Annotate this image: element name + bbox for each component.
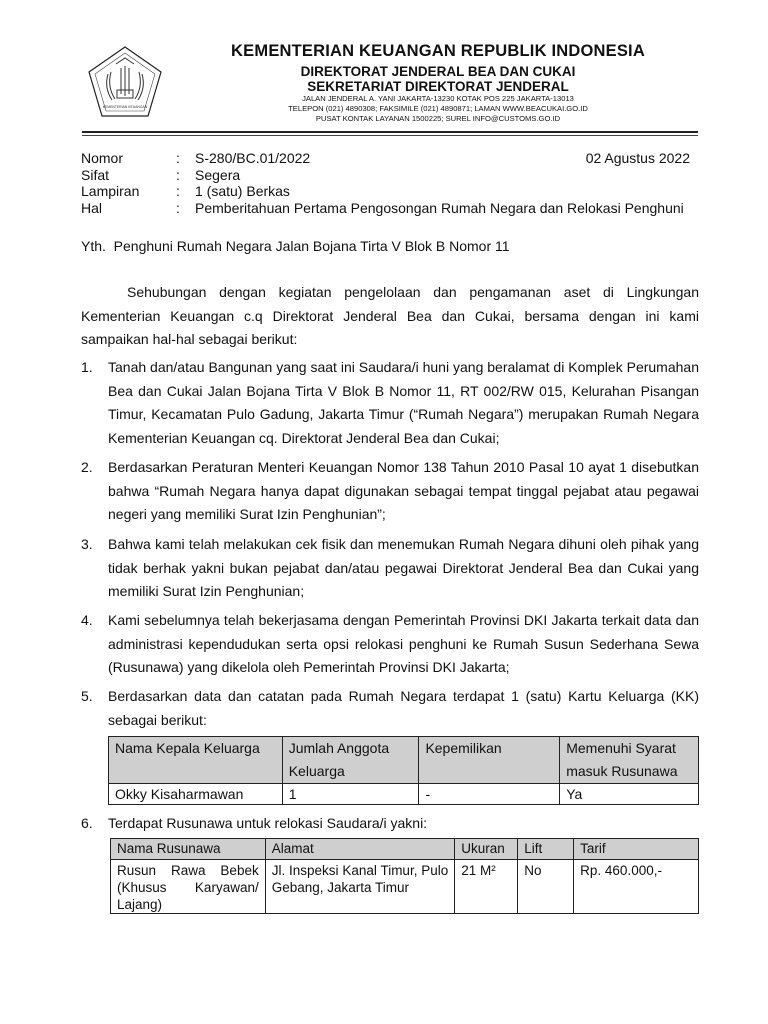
lampiran-colon: :: [176, 183, 180, 199]
rusunawa-table: [110, 838, 699, 914]
intro-paragraph: Sehubungan dengan kegiatan pengelolaan dan pengamanan aset di Lingkungan Kementerian Keuangan c.q Direktorat Jenderal Bea dan Cukai, bersama dengan ini kami sampaikan hal-hal sebagai berikut:: [81, 284, 699, 347]
table-header-cell: Nama Rusunawa: [111, 839, 266, 860]
table-cell: Ya: [560, 784, 699, 805]
table-header-row: [109, 737, 699, 784]
table-header-cell: Nama Kepala Keluarga: [109, 737, 283, 784]
list-item-text: Berdasarkan data dan catatan pada Rumah Negara terdapat 1 (satu) Kartu Keluarga (KK) sebagai berikut:: [108, 688, 699, 728]
list-item-text: Bahwa kami telah melakukan cek fisik dan menemukan Rumah Negara dihuni oleh pihak yang tidak berhak yakni bukan pejabat dan/atau pegawai Direktorat Jenderal Bea dan Cukai yang memiliki Surat Izin Penghunian;: [108, 536, 699, 599]
address-line-1: JALAN JENDERAL A. YANI JAKARTA-13230 KOTAK POS 225 JAKARTA-13013: [302, 94, 574, 103]
table-cell: 21 M²: [455, 860, 518, 914]
lampiran-value: 1 (satu) Berkas: [195, 183, 290, 199]
nomor-label: Nomor: [81, 150, 124, 166]
table-header-cell: Lift: [518, 839, 574, 860]
table-header-cell: Alamat: [265, 839, 455, 860]
directorate-general-name: DIREKTORAT JENDERAL BEA DAN CUKAI: [300, 64, 576, 79]
table-cell: Rp. 460.000,-: [574, 860, 699, 914]
family-card-table: [108, 736, 699, 805]
list-item-text: Berdasarkan Peraturan Menteri Keuangan Nomor 138 Tahun 2010 Pasal 10 ayat 1 disebutkan bahwa “Rumah Negara hanya dapat digunakan sebagai tempat tinggal pejabat atau pegawai negeri yang memiliki Surat Izin Penghunian”;: [108, 459, 699, 522]
address-line-2: TELEPON (021) 4890308; FAKSIMILE (021) 4890871; LAMAN WWW.BEACUKAI.GO.ID: [288, 104, 588, 113]
hal-colon: :: [176, 200, 180, 216]
list-item-number: 4.: [81, 612, 93, 628]
list-item-number: 3.: [81, 536, 93, 552]
list-item-number: 1.: [81, 359, 93, 375]
nomor-colon: :: [176, 150, 180, 166]
table-cell: Rusun Rawa Bebek (Khusus Karyawan/ Lajang): [111, 860, 266, 914]
table-header-cell: Memenuhi Syarat masuk Rusunawa: [560, 737, 699, 784]
letter-date: 02 Agustus 2022: [585, 150, 690, 166]
secretariat-name: SEKRETARIAT DIREKTORAT JENDERAL: [307, 79, 569, 94]
table-header-cell: Tarif: [574, 839, 699, 860]
nomor-value: S-280/BC.01/2022: [195, 150, 311, 166]
list-item-number: 2.: [81, 459, 93, 475]
lampiran-label: Lampiran: [81, 183, 140, 199]
sifat-colon: :: [176, 167, 180, 183]
list-item-number: 5.: [81, 688, 93, 704]
table-cell: Okky Kisaharmawan: [109, 784, 283, 805]
table-cell: Jl. Inspeksi Kanal Timur, Pulo Gebang, Jakarta Timur: [265, 860, 455, 914]
sifat-label: Sifat: [81, 167, 110, 183]
list-item-text: Tanah dan/atau Bangunan yang saat ini Saudara/i huni yang beralamat di Komplek Perumahan Bea dan Cukai Jalan Bojana Tirta V Blok B Nomor 11, RT 002/RW 015, Kelurahan Pisangan Timur, Kecamatan Pulo Gadung, Jakarta Timur (“Rumah Negara”) merupakan Rumah Negara Kementerian Keuangan cq. Direktorat Jenderal Bea dan Cukai;: [108, 359, 699, 446]
table-cell: No: [518, 860, 574, 914]
hal-label: Hal: [81, 200, 103, 216]
table-cell: -: [419, 784, 560, 805]
list-item-number: 6.: [81, 815, 93, 831]
table-cell: 1: [282, 784, 419, 805]
table-header-cell: Jumlah Anggota Keluarga: [282, 737, 419, 784]
table-row: [109, 784, 699, 805]
table-row: [111, 860, 699, 914]
list-item-text: Kami sebelumnya telah bekerjasama dengan Pemerintah Provinsi DKI Jakarta terkait data dan administrasi kependudukan serta opsi relokasi penghuni ke Rumah Susun Sederhana Sewa (Rusunawa) yang dikelola oleh Pemerintah Provinsi DKI Jakarta;: [108, 612, 699, 675]
hal-value: Pemberitahuan Pertama Pengosongan Rumah Negara dan Relokasi Penghuni: [195, 200, 684, 216]
letterhead-divider-thick: [82, 131, 698, 133]
table-header-cell: Ukuran: [455, 839, 518, 860]
table-header-cell: Kepemilikan: [419, 737, 560, 784]
addressee: Yth. Penghuni Rumah Negara Jalan Bojana Tirta V Blok B Nomor 11: [81, 238, 510, 254]
ministry-seal-icon: [86, 44, 164, 120]
letterhead-divider-thin: [82, 135, 698, 136]
list-item-text: Terdapat Rusunawa untuk relokasi Saudara/i yakni:: [108, 815, 428, 831]
address-line-3: PUSAT KONTAK LAYANAN 1500225; SUREL INFO@CUSTOMS.GO.ID: [315, 114, 561, 123]
ministry-name: KEMENTERIAN KEUANGAN REPUBLIK INDONESIA: [231, 42, 645, 60]
sifat-value: Segera: [195, 167, 241, 183]
svg-text:KEMENTERIAN KEUANGAN: KEMENTERIAN KEUANGAN: [102, 105, 148, 109]
table-header-row: [111, 839, 699, 860]
